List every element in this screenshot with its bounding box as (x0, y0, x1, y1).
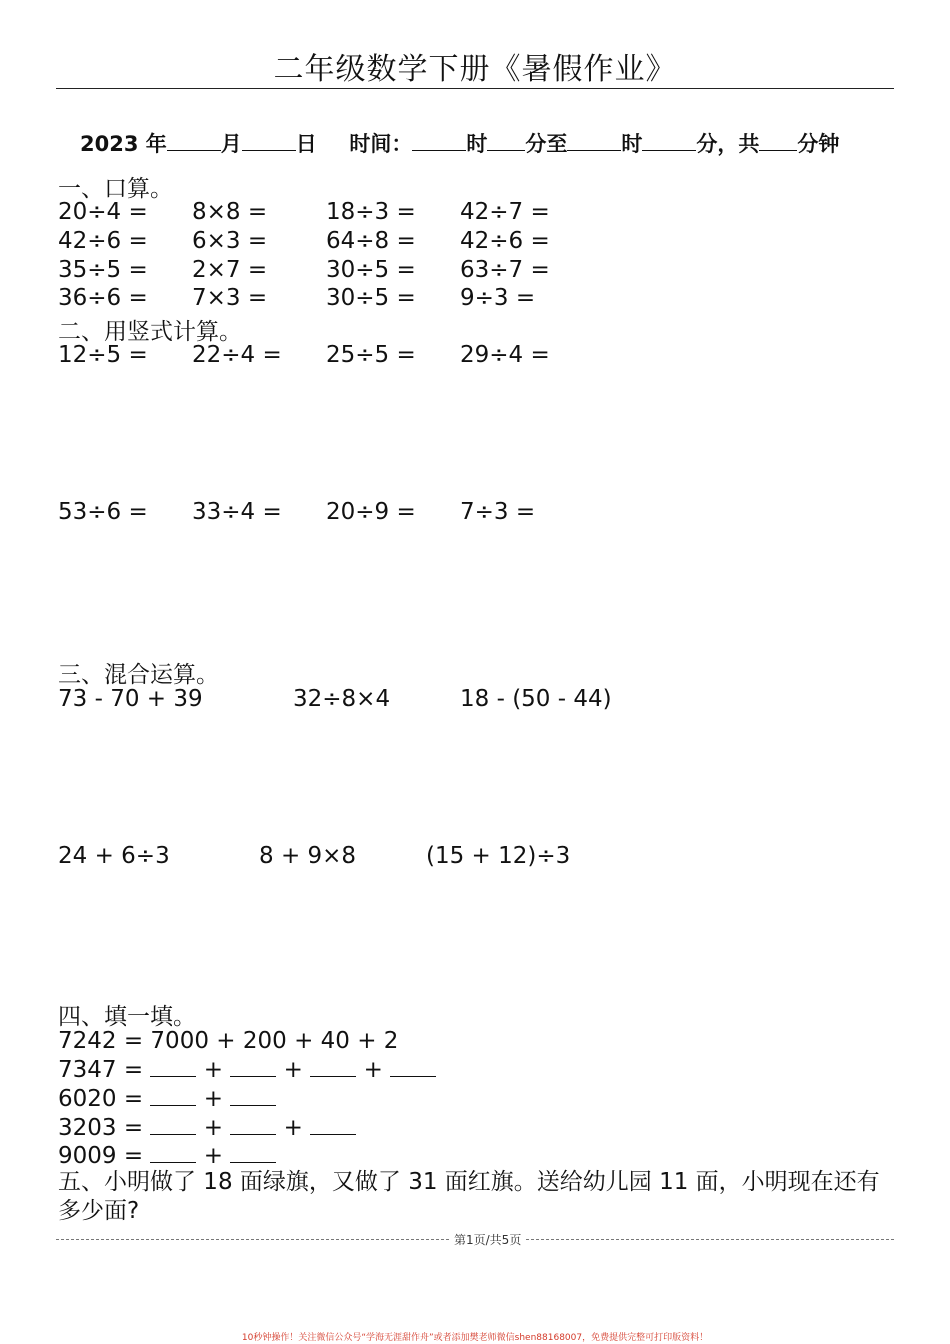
oral-problem: 20÷4 = (58, 199, 148, 225)
fill-lhs: 7347 = (58, 1057, 144, 1083)
start-minute-blank (487, 132, 525, 151)
oral-problem: 35÷5 = (58, 257, 148, 283)
vertical-calc-problem: 53÷6 = (58, 499, 148, 525)
start-hour-blank (412, 132, 466, 151)
oral-problem: 36÷6 = (58, 285, 148, 311)
answer-blank[interactable] (230, 1144, 276, 1163)
month-unit: 月 (220, 132, 242, 156)
page-number: 第1页/共5页 (450, 1231, 525, 1248)
oral-problem: 42÷6 = (460, 228, 550, 254)
time-label: 时间： (349, 132, 413, 156)
section4-heading: 四、填一填。 (58, 1004, 196, 1030)
plus-sign: + (203, 1086, 224, 1112)
section1-heading: 一、口算。 (58, 176, 173, 202)
oral-problem: 30÷5 = (326, 285, 416, 311)
section2-heading: 二、用竖式计算。 (58, 319, 242, 345)
oral-problem: 64÷8 = (326, 228, 416, 254)
total-minutes-blank (759, 132, 797, 151)
oral-problem: 42÷7 = (460, 199, 550, 225)
page-title: 二年级数学下册《暑假作业》 (273, 52, 677, 87)
section3-heading: 三、混合运算。 (58, 662, 219, 688)
mixed-calc-problem: 32÷8×4 (293, 686, 391, 712)
answer-blank[interactable] (150, 1058, 196, 1077)
answer-blank[interactable] (150, 1116, 196, 1135)
plus-sign: + (363, 1057, 383, 1083)
oral-problem: 63÷7 = (460, 257, 550, 283)
end-hour-blank (567, 132, 621, 151)
vertical-calc-problem: 25÷5 = (326, 342, 416, 368)
fill-lhs: 6020 = (58, 1086, 144, 1112)
fill-line (58, 1115, 356, 1141)
plus-sign: + (283, 1115, 303, 1141)
year-value: 2023 (80, 132, 139, 156)
mixed-calc-problem: 8 + 9×8 (259, 843, 357, 869)
minutes-total-label: 分钟 (797, 132, 840, 156)
fill-lhs: 3203 = (58, 1115, 144, 1141)
day-unit: 日 (295, 132, 317, 156)
oral-problem: 30÷5 = (326, 257, 416, 283)
mixed-calc-problem: 18 - (50 - 44) (460, 686, 612, 712)
vertical-calc-problem: 7÷3 = (460, 499, 536, 525)
answer-blank[interactable] (230, 1087, 276, 1106)
plus-sign: + (203, 1143, 224, 1169)
year-unit: 年 (145, 132, 167, 156)
plus-sign: + (283, 1057, 303, 1083)
fill-line (58, 1057, 436, 1083)
oral-problem: 8×8 = (192, 199, 268, 225)
hour-unit: 时 (466, 132, 488, 156)
mixed-calc-problem: 73 - 70 + 39 (58, 686, 203, 712)
fill-line (58, 1086, 276, 1112)
oral-problem: 2×7 = (192, 257, 268, 283)
vertical-calc-problem: 22÷4 = (192, 342, 282, 368)
minute-unit: 分，共 (696, 132, 760, 156)
vertical-calc-problem: 29÷4 = (460, 342, 550, 368)
oral-problem: 9÷3 = (460, 285, 536, 311)
date-time-header (80, 128, 839, 158)
answer-blank[interactable] (390, 1058, 436, 1077)
fill-lhs: 9009 = (58, 1143, 144, 1169)
answer-blank[interactable] (150, 1087, 196, 1106)
month-blank (167, 132, 221, 151)
oral-problem: 42÷6 = (58, 228, 148, 254)
answer-blank[interactable] (310, 1116, 356, 1135)
plus-sign: + (203, 1115, 224, 1141)
fill-example: 7242 = 7000 + 200 + 40 + 2 (58, 1028, 399, 1054)
answer-blank[interactable] (230, 1116, 276, 1135)
answer-blank[interactable] (230, 1058, 276, 1077)
vertical-calc-problem: 20÷9 = (326, 499, 416, 525)
footer-notice: 10秒钟操作！关注微信公众号“学海无涯甜作舟”或者添加樊老师微信shen88168007，免费提供完整可打印版资料！ (241, 1333, 709, 1343)
fill-line (58, 1143, 276, 1169)
plus-sign: + (203, 1057, 224, 1083)
title-divider (56, 88, 894, 89)
oral-problem: 6×3 = (192, 228, 268, 254)
hour-unit-2: 时 (621, 132, 643, 156)
day-blank (242, 132, 296, 151)
oral-problem: 18÷3 = (326, 199, 416, 225)
answer-blank[interactable] (310, 1058, 356, 1077)
word-problem: 五、小明做了 18 面绿旗，又做了 31 面红旗。送给幼儿园 11 面，小明现在还有多少面? (58, 1169, 880, 1224)
end-minute-blank (642, 132, 696, 151)
vertical-calc-problem: 12÷5 = (58, 342, 148, 368)
minute-to-label: 分至 (525, 132, 568, 156)
mixed-calc-problem: 24 + 6÷3 (58, 843, 170, 869)
vertical-calc-problem: 33÷4 = (192, 499, 282, 525)
mixed-calc-problem: (15 + 12)÷3 (426, 843, 571, 869)
oral-problem: 7×3 = (192, 285, 268, 311)
answer-blank[interactable] (150, 1144, 196, 1163)
